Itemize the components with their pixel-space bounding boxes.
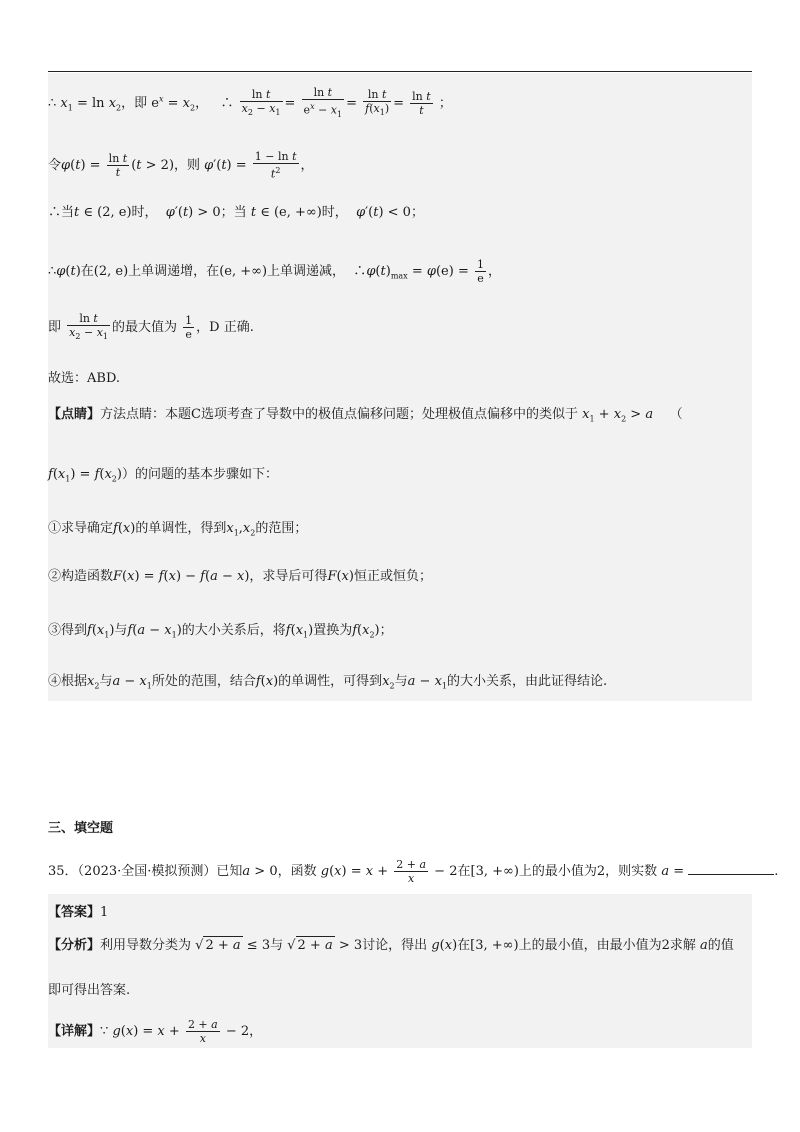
solution-line-1: ∴ $x_1 = \ln x_2$，即 $e^x = x_2$， ∴ $\frac{\text{ln t}}{x_2 - x_1}$ = $\frac{\text{ln t}}{e^x - x_1}$ = $\frac{\text{ln t}}{f(x_1)}$ = $\frac{\text{ln t}}{t}$ ； bbox=[48, 86, 452, 119]
question-35: 35．（2023·全国·模拟预测）已知a > 0，函数 g(x) = x + $\frac{2 + a}{x}$ − 2在[3, +∞)上的最小值为2，则实数 a = . bbox=[48, 858, 779, 885]
answer-line: 【答案】1 bbox=[48, 905, 109, 920]
choice-answer: 故选：ABD. bbox=[48, 371, 121, 386]
step-2: ②构造函数F(x) = f(x) − f(a − x)，求导后可得F(x)恒正或恒负； bbox=[48, 569, 432, 584]
tip-line-1: 【点睛】方法点睛：本题C选项考查了导数中的极值点偏移问题；处理极值点偏移中的类似于 $x_1 + x_2 > a$ （ bbox=[48, 407, 683, 424]
answer-blank[interactable] bbox=[688, 862, 774, 875]
solution-line-3: ∴当t ∈ (2, e)时， φ′(t) > 0；当 t ∈ (e, +∞)时， φ′(t) < 0； bbox=[48, 205, 424, 220]
step-3: ③得到$f(x_1)$与$f(a - x_1)$的大小关系后，将$f(x_1)$置换为$f(x_2)$； bbox=[48, 623, 393, 640]
analysis-line-1: 【分析】利用导数分类为 √ 2 + a ≤ 3与 √ 2 + a > 3讨论，得出 g(x)在[3, +∞)上的最小值，由最小值为2求解 a的值 bbox=[48, 938, 734, 953]
solution-line-2: 令φ(t) = $\frac{\text{ln t}}{t}$ (t > 2)，则 φ′(t) = $\frac{\text{1 − ln t}}{t^2}$ ， bbox=[48, 150, 314, 181]
tip-line-2: $f(x_1) = f(x_2)$）的问题的基本步骤如下： bbox=[48, 467, 278, 484]
step-4: ④根据$x_2$与$a - x_1$所处的范围，结合f(x)的单调性，可得到$x_2$与$a - x_1$的大小关系，由此证得结论. bbox=[48, 674, 608, 691]
top-rule bbox=[48, 71, 752, 72]
section-title: 三、填空题 bbox=[48, 821, 114, 836]
analysis-line-2: 即可得出答案. bbox=[48, 983, 131, 998]
solution-line-4: ∴φ(t)在(2, e)上单调递增，在(e, +∞)上单调递减， $\therefore\varphi(t)_{max} = \varphi(e)$ = $\frac{1}{e}$ ， bbox=[48, 258, 501, 285]
solution-line-5: 即 $\frac{\text{ln t}}{x_2 - x_1}$ 的最大值为 $\frac{1}{e}$ ，D 正确. bbox=[48, 312, 254, 342]
detail-line: 【详解】∵ g(x) = x + $\frac{2 + a}{x}$ − 2， bbox=[48, 1018, 263, 1045]
step-1: ①求导确定f(x)的单调性，得到$x_1,x_2$的范围； bbox=[48, 521, 308, 538]
